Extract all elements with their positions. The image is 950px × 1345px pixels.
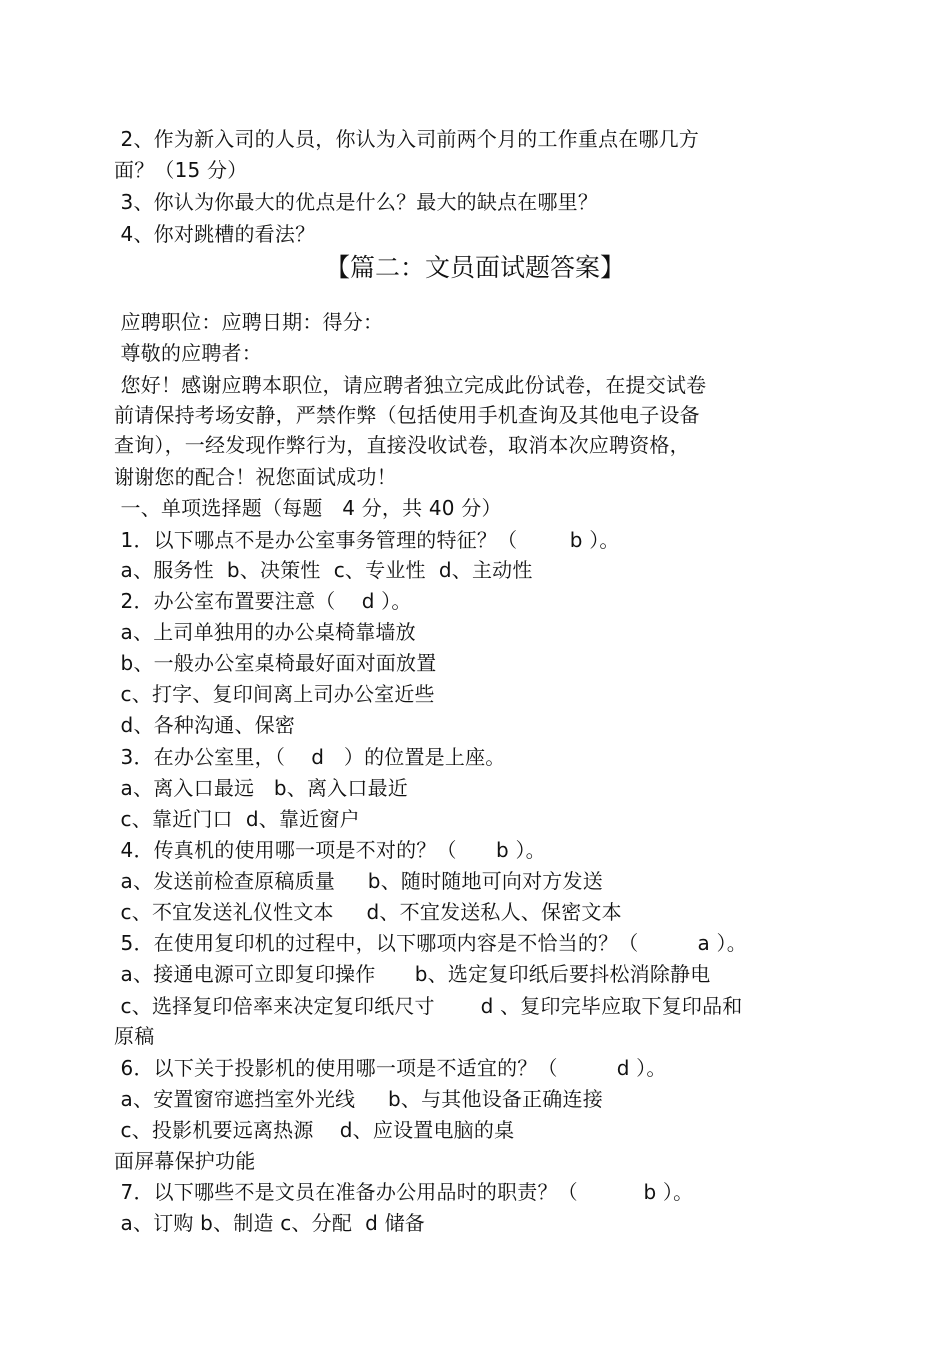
question-line: 7．以下哪些不是文员在准备办公用品时的职责？（ b ）。 — [114, 1180, 694, 1204]
option-line: a、服务性 b、决策性 c、专业性 d、主动性 — [114, 558, 533, 582]
option-line: a、发送前检查原稿质量 b、随时随地可向对方发送 — [114, 869, 603, 893]
option-line: a、上司单独用的办公桌椅靠墙放 — [114, 620, 416, 644]
option-line: a、离入口最远 b、离入口最近 — [114, 776, 408, 800]
option-line: c、投影机要远离热源 d、应设置电脑的桌 — [114, 1118, 515, 1142]
intro-line: 您好！感谢应聘本职位，请应聘者独立完成此份试卷，在提交试卷 — [114, 373, 707, 397]
option-line: c、靠近门口 d、靠近窗户 — [114, 807, 360, 831]
previous-question-line: 2、作为新入司的人员，你认为入司前两个月的工作重点在哪几方 — [114, 127, 700, 151]
option-line: c、不宜发送礼仪性文本 d、不宜发送私人、保密文本 — [114, 900, 622, 924]
question-line: 3．在办公室里，（ d ）的位置是上座。 — [114, 745, 506, 769]
intro-line: 前请保持考场安静，严禁作弊（包括使用手机查询及其他电子设备 — [114, 403, 700, 427]
question-line: 6．以下关于投影机的使用哪一项是不适宜的？（ d ）。 — [114, 1056, 667, 1080]
greeting-line: 尊敬的应聘者： — [114, 341, 262, 365]
option-line: d、各种沟通、保密 — [114, 713, 296, 737]
section-title: 【篇二：文员面试题答案】 — [324, 253, 625, 282]
part-one-title: 一、单项选择题（每题 4 分，共 40 分） — [114, 496, 502, 520]
option-line: a、订购 b、制造 c、分配 d 储备 — [114, 1211, 425, 1235]
option-line: a、安置窗帘遮挡室外光线 b、与其他设备正确连接 — [114, 1087, 603, 1111]
option-line: 原稿 — [114, 1024, 155, 1048]
previous-question-line: 3、你认为你最大的优点是什么？最大的缺点在哪里？ — [114, 190, 599, 214]
intro-line: 查询），一经发现作弊行为，直接没收试卷，取消本次应聘资格， — [114, 433, 690, 457]
previous-question-line: 面？（15 分） — [114, 158, 248, 182]
option-line: c、打字、复印间离上司办公室近些 — [114, 682, 435, 706]
question-line: 4．传真机的使用哪一项是不对的？（ b ）。 — [114, 838, 546, 862]
question-line: 2．办公室布置要注意（ d ）。 — [114, 589, 412, 613]
option-line: a、接通电源可立即复印操作 b、选定复印纸后要抖松消除静电 — [114, 962, 711, 986]
applicant-info-line: 应聘职位：应聘日期：得分： — [114, 310, 384, 334]
intro-line: 谢谢您的配合！祝您面试成功！ — [114, 465, 397, 489]
option-line: c、选择复印倍率来决定复印纸尺寸 d 、复印完毕应取下复印品和 — [114, 994, 743, 1018]
previous-question-line: 4、你对跳槽的看法？ — [114, 222, 316, 246]
option-line: b、一般办公室桌椅最好面对面放置 — [114, 651, 437, 675]
question-line: 5．在使用复印机的过程中，以下哪项内容是不恰当的？（ a ）。 — [114, 931, 747, 955]
question-line: 1．以下哪点不是办公室事务管理的特征？（ b ）。 — [114, 528, 620, 552]
option-line: 面屏幕保护功能 — [114, 1149, 256, 1173]
